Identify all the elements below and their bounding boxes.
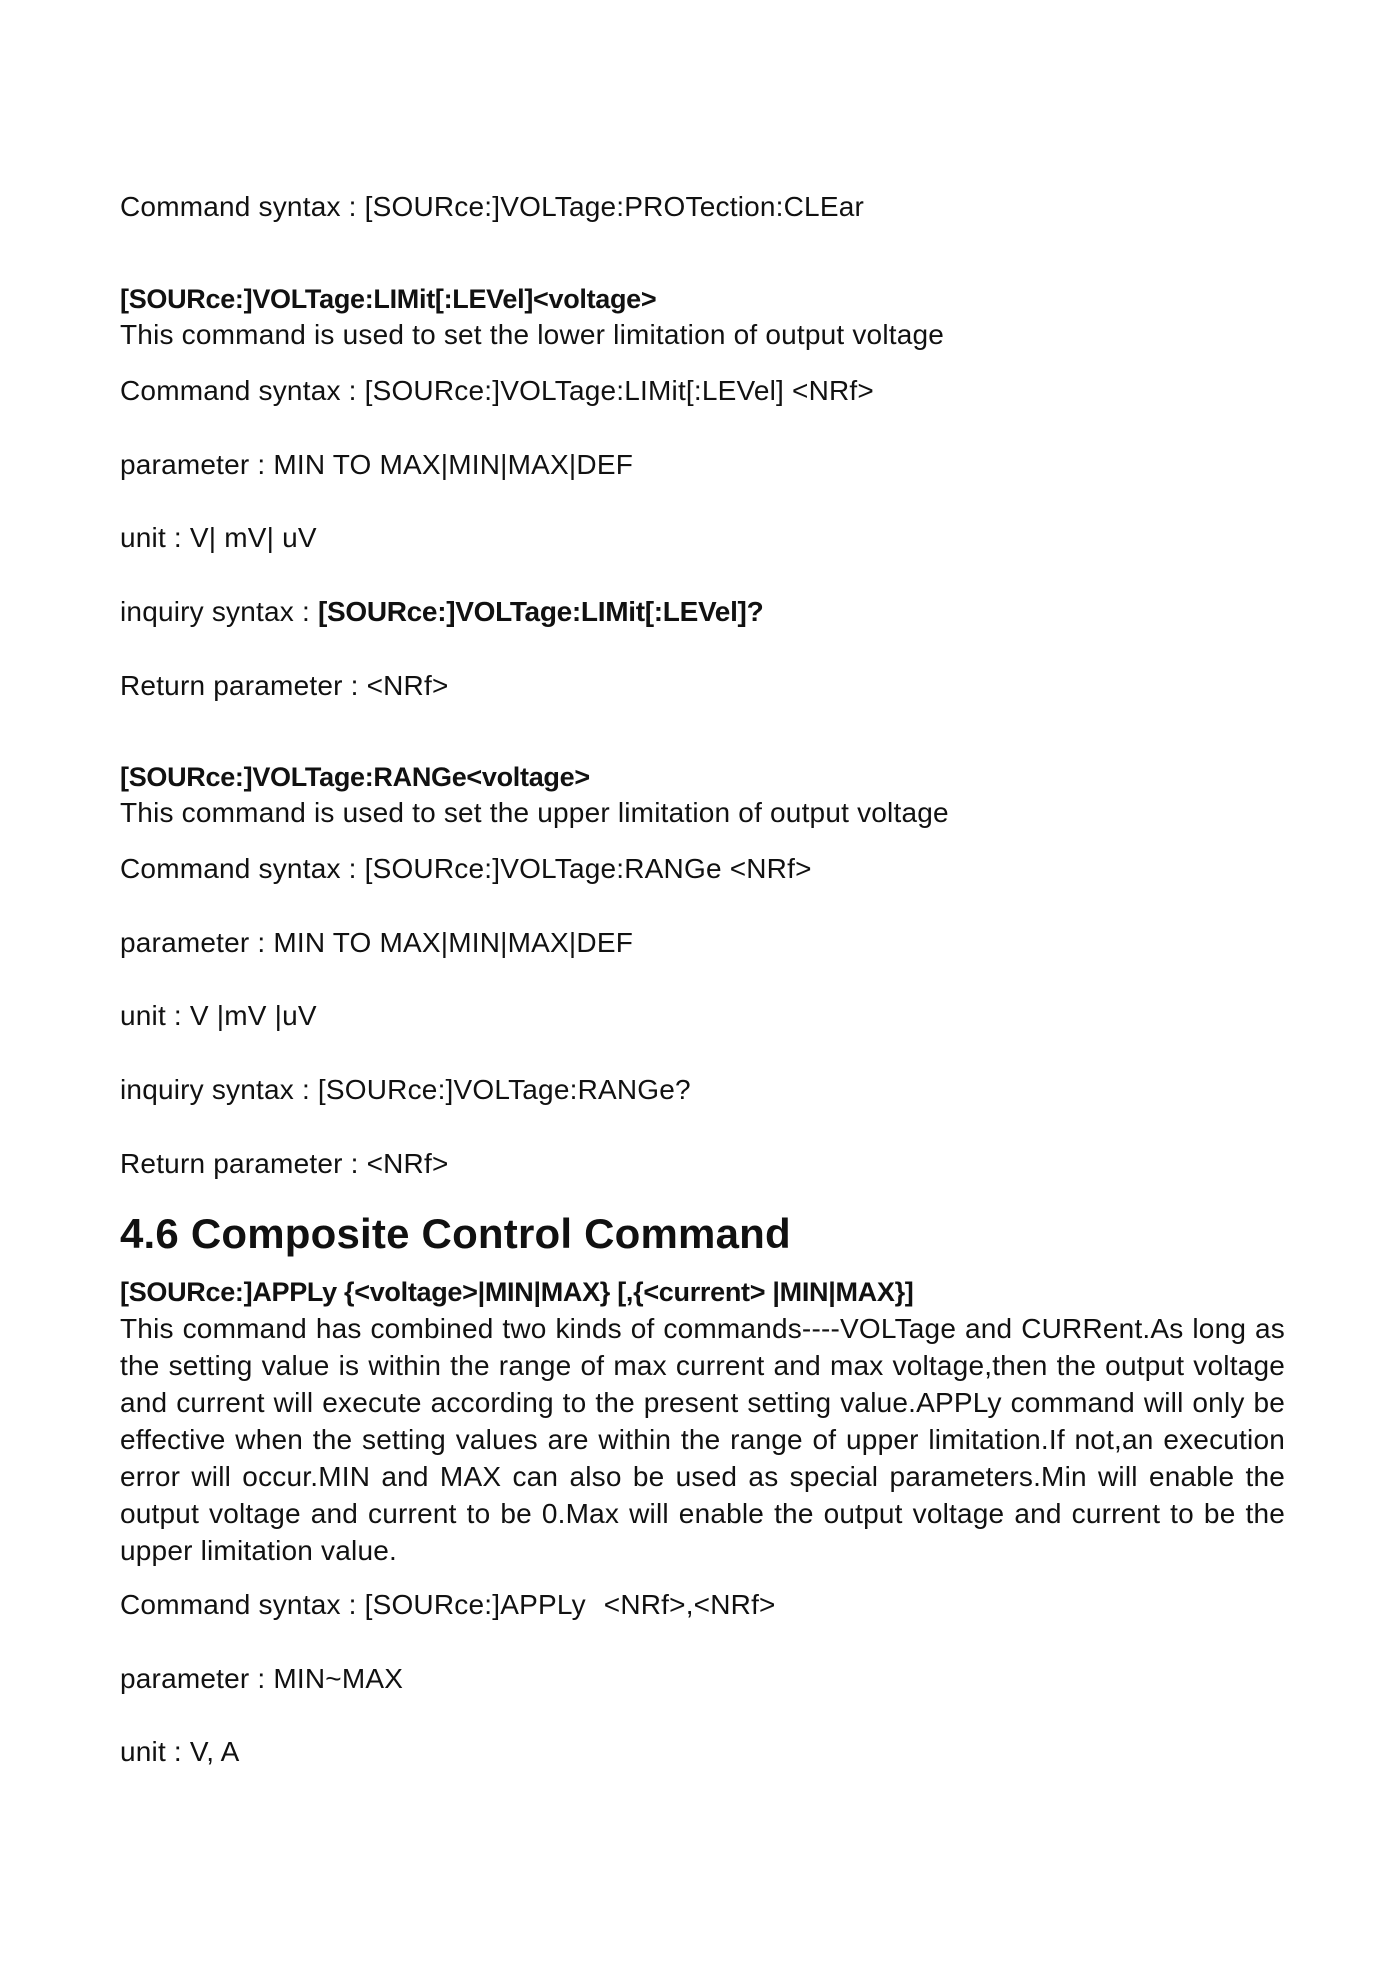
limit-inquiry-label: inquiry syntax : — [120, 596, 318, 627]
apply-unit: unit : V, A — [120, 1736, 240, 1767]
range-description: This command is used to set the upper limitation of output voltage — [120, 797, 949, 828]
document-page — [120, 0, 1285, 1980]
limit-description: This command is used to set the lower limitation of output voltage — [120, 319, 945, 350]
limit-parameter: parameter : MIN TO MAX|MIN|MAX|DEF — [120, 449, 634, 480]
clear-command-syntax — [120, 190, 864, 224]
apply-syntax-args: <NRf>,<NRf> — [603, 1589, 776, 1620]
range-command-title: [SOURce:]VOLTage:RANGe<voltage> — [120, 762, 590, 792]
limit-command-syntax: Command syntax : [SOURce:]VOLTage:LIMit[:LEVel] <NRf> — [120, 375, 874, 406]
clear-syntax-label: Command syntax : — [120, 191, 365, 222]
range-parameter: parameter : MIN TO MAX|MIN|MAX|DEF — [120, 927, 634, 958]
limit-command-title: [SOURce:]VOLTage:LIMit[:LEVel]<voltage> — [120, 284, 657, 314]
limit-inquiry-syntax — [120, 595, 763, 629]
apply-command-title: [SOURce:]APPLy {<voltage>|MIN|MAX} [,{<current> |MIN|MAX}] — [120, 1277, 914, 1307]
limit-inquiry-value: [SOURce:]VOLTage:LIMit[:LEVel]? — [317, 596, 764, 627]
range-unit: unit : V |mV |uV — [120, 1000, 317, 1031]
apply-parameter: parameter : MIN~MAX — [120, 1663, 404, 1694]
range-command-syntax: Command syntax : [SOURce:]VOLTage:RANGe <NRf> — [120, 853, 812, 884]
limit-unit: unit : V| mV| uV — [120, 522, 317, 553]
range-return-parameter: Return parameter : <NRf> — [120, 1148, 449, 1179]
section-heading: 4.6 Composite Control Command — [120, 1210, 791, 1257]
apply-syntax-label: Command syntax : [SOURce:]APPLy — [120, 1589, 586, 1620]
clear-syntax-value: [SOURce:]VOLTage:PROTection:CLEar — [364, 191, 864, 222]
apply-description: This command has combined two kinds of commands----VOLTage and CURRent.As long as the setting value is within the range of max current and max voltage,then the output voltage and current will execute according to the present setting value.APPLy command will only be effective when the setting values are within the range of upper limitation.If not,an execution error will occur.MIN and MAX can also be used as special parameters.Min will enable the output voltage and current to be 0.Max will enable the output voltage and current to be the upper limitation value. — [120, 1313, 1285, 1566]
limit-return-parameter: Return parameter : <NRf> — [120, 670, 449, 701]
apply-command-syntax — [120, 1588, 776, 1622]
range-inquiry-syntax: inquiry syntax : [SOURce:]VOLTage:RANGe? — [120, 1074, 691, 1105]
